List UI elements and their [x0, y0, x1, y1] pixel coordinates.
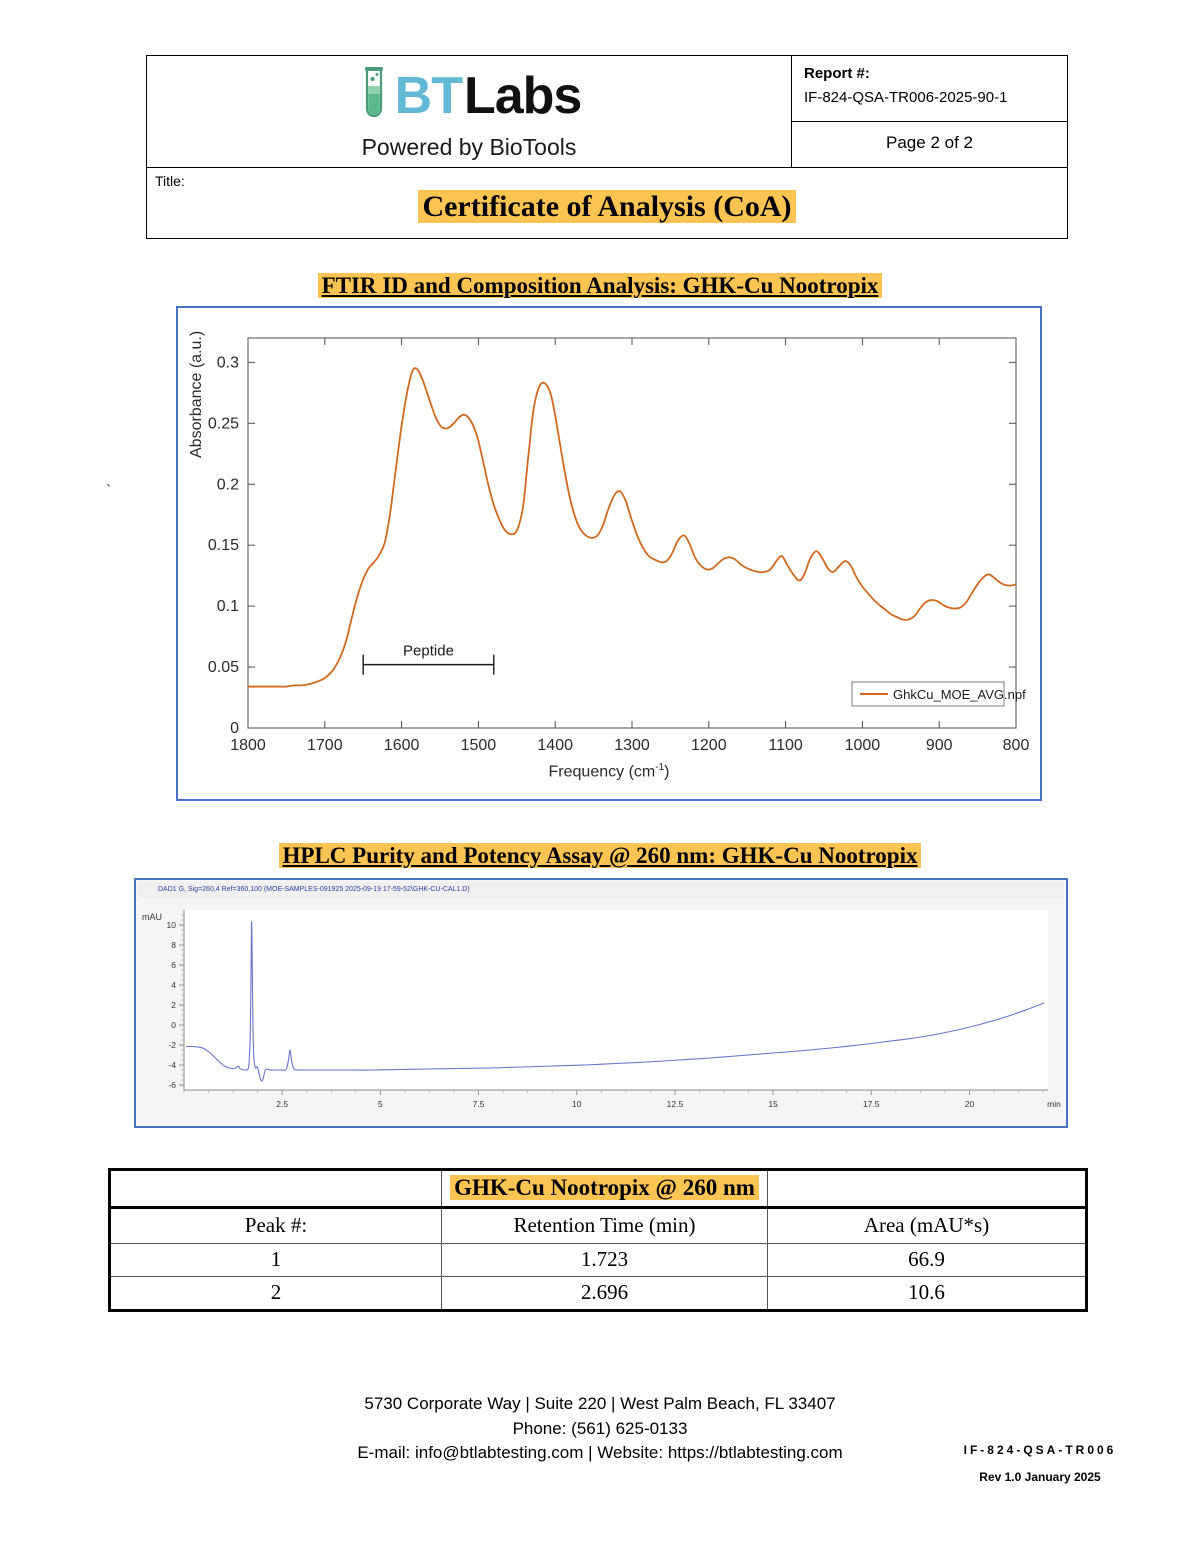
svg-text:20: 20: [964, 1099, 975, 1109]
cell-retention-1: 1.723: [442, 1244, 768, 1277]
svg-text:1300: 1300: [614, 737, 650, 754]
svg-text:0: 0: [171, 1020, 176, 1030]
svg-text:0.15: 0.15: [207, 537, 239, 555]
hplc-chart: [134, 878, 1068, 1128]
svg-text:1800: 1800: [230, 737, 266, 754]
title-label: Title:: [155, 173, 185, 189]
brand-name-secondary: Labs: [463, 67, 582, 125]
results-table-title-text: GHK-Cu Nootropix @ 260 nm: [450, 1175, 759, 1200]
svg-text:2.5: 2.5: [276, 1099, 289, 1109]
ftir-chart-inner: [178, 308, 1040, 799]
cell-retention-2: 2.696: [442, 1277, 768, 1311]
svg-text:0.2: 0.2: [216, 476, 239, 494]
ftir-section-heading: [0, 273, 1200, 299]
svg-text:GhkCu_MOE_AVG.npf: GhkCu_MOE_AVG.npf: [893, 687, 1026, 702]
footer-contact: E-mail: info@btlabtesting.com | Website: https://btlabtesting.com: [357, 1443, 843, 1463]
ftir-section-heading-text: FTIR ID and Composition Analysis: GHK-Cu Nootropix: [318, 273, 883, 298]
svg-text:10: 10: [571, 1099, 582, 1109]
svg-text:900: 900: [925, 737, 953, 754]
ftir-y-axis-label: Absorbance (a.u.): [188, 330, 205, 458]
table-row: [110, 1244, 1087, 1277]
hplc-section-heading: [0, 843, 1200, 869]
ftir-x-axis-label: Frequency $(cm^{-1})$: [548, 761, 670, 780]
test-tube-icon: [357, 66, 391, 126]
svg-text:1600: 1600: [383, 737, 420, 754]
header-top-row: [146, 55, 1068, 167]
page-title-text: Certificate of Analysis (CoA): [418, 190, 795, 223]
header-meta-cell: [792, 56, 1067, 167]
svg-text:10: 10: [166, 920, 176, 930]
cell-peak-1: 1: [110, 1244, 442, 1277]
cell-area-1: 66.9: [768, 1244, 1087, 1277]
brand-logo: [357, 64, 582, 128]
svg-text:0.3: 0.3: [216, 354, 239, 372]
svg-text:17.5: 17.5: [862, 1099, 880, 1109]
results-table-header-row: [110, 1208, 1087, 1244]
svg-text:8: 8: [171, 940, 176, 950]
stray-mark: `: [106, 482, 111, 499]
svg-text:0.1: 0.1: [216, 598, 239, 616]
results-title-spacer-left: [110, 1170, 442, 1208]
svg-text:1500: 1500: [460, 737, 497, 754]
svg-text:2: 2: [171, 1000, 176, 1010]
document-header: [146, 55, 1068, 239]
column-header-retention-time: Retention Time (min): [442, 1208, 768, 1244]
svg-text:0.05: 0.05: [207, 659, 239, 677]
results-table-title-row: [110, 1170, 1087, 1208]
results-title-spacer-right: [768, 1170, 1087, 1208]
svg-text:0.25: 0.25: [207, 415, 239, 433]
column-header-area: Area (mAU*s): [768, 1208, 1087, 1244]
document-revision: Rev 1.0 January 2025: [979, 1470, 1101, 1484]
column-header-peak: Peak #:: [110, 1208, 442, 1244]
svg-text:5: 5: [377, 1099, 383, 1109]
logo-cell: [147, 56, 792, 167]
footer-address: 5730 Corporate Way | Suite 220 | West Palm Beach, FL 33407: [364, 1394, 836, 1413]
svg-text:Peptide: Peptide: [403, 642, 454, 660]
svg-text:0: 0: [230, 720, 239, 737]
cell-peak-2: 2: [110, 1277, 442, 1311]
hplc-plot-svg: [136, 898, 1066, 1126]
svg-text:12.5: 12.5: [666, 1099, 684, 1109]
svg-text:6: 6: [171, 960, 176, 970]
ftir-plot-svg: [178, 308, 1044, 803]
svg-text:7.5: 7.5: [472, 1099, 485, 1109]
brand-tagline: Powered by BioTools: [361, 134, 577, 160]
report-number-label: Report #:: [804, 65, 870, 82]
svg-text:min: min: [1047, 1099, 1061, 1109]
results-table-title: [442, 1170, 768, 1208]
svg-text:-4: -4: [168, 1060, 176, 1070]
cell-area-2: 10.6: [768, 1277, 1087, 1311]
title-row: [146, 167, 1068, 239]
svg-text:4: 4: [171, 980, 176, 990]
footer-phone: Phone: (561) 625-0133: [512, 1418, 688, 1438]
svg-text:1400: 1400: [537, 737, 573, 754]
svg-text:mAU: mAU: [142, 912, 162, 922]
report-number-value: IF-824-QSA-TR006-2025-90-1: [804, 89, 1008, 106]
svg-text:15: 15: [768, 1099, 778, 1109]
svg-text:1000: 1000: [844, 737, 881, 754]
hplc-trace-header: DAD1 G, Sig=260,4 Ref=360,100 (MOE-SAMPLES-091925 2025-09-19 17-59-52\GHK-CU-CAL1.D): [138, 882, 1064, 900]
svg-text:1200: 1200: [691, 737, 727, 754]
svg-text:1700: 1700: [307, 737, 343, 754]
page-title: [147, 190, 1067, 224]
ftir-chart: [176, 306, 1042, 801]
svg-text:1100: 1100: [768, 737, 803, 754]
table-row: [110, 1277, 1087, 1311]
svg-text:-6: -6: [168, 1080, 176, 1090]
brand-name-primary: BT: [394, 67, 462, 125]
page-indicator: Page 2 of 2: [886, 132, 973, 152]
svg-text:-2: -2: [168, 1040, 176, 1050]
report-number-block: [792, 56, 1067, 122]
document-code: IF-824-QSA-TR006: [963, 1443, 1117, 1457]
results-table: [108, 1168, 1088, 1312]
svg-text:800: 800: [1002, 737, 1030, 754]
hplc-section-heading-text: HPLC Purity and Potency Assay @ 260 nm: GHK-Cu Nootropix: [279, 843, 922, 868]
